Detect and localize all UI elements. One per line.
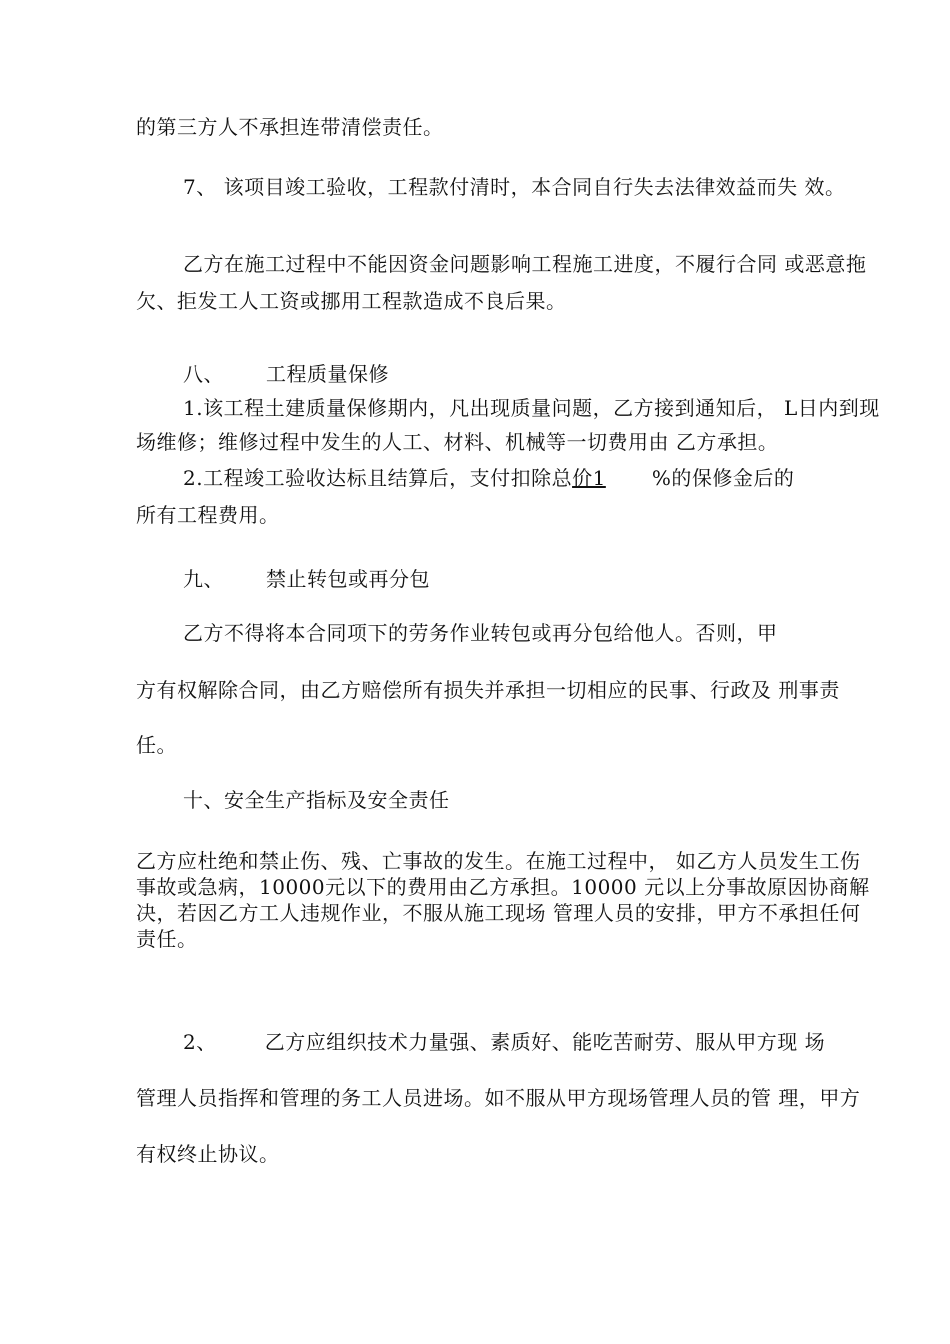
- paragraph-line: 责任。: [136, 927, 198, 951]
- clause-line: [183, 465, 794, 491]
- clause-text: 乙方应组织技术力量强、素质好、能吃苦耐劳、服从甲方现 场: [264, 1030, 826, 1054]
- paragraph-line: 乙方不得将本合同项下的劳务作业转包或再分包给他人。否则，甲: [183, 621, 778, 645]
- paragraph-line: 决，若因乙方工人违规作业，不服从施工现场 管理人员的安排，甲方不承担任何: [136, 901, 861, 925]
- clause-number: 2、: [183, 1030, 217, 1054]
- clause-line: 1.该工程土建质量保修期内，凡出现质量问题，乙方接到通知后， L日内到现: [183, 396, 880, 420]
- paragraph-line: 任。: [136, 733, 177, 757]
- paragraph-line: 管理人员指挥和管理的务工人员进场。如不服从甲方现场管理人员的管 理，甲方: [136, 1086, 861, 1110]
- section-heading-8: [183, 361, 389, 387]
- clause-text: %的保修金后的: [651, 466, 795, 490]
- section-title: 工程质量保修: [266, 362, 389, 386]
- underlined-value: 价1: [572, 466, 606, 490]
- paragraph-line: 乙方应杜绝和禁止伤、残、亡事故的发生。在施工过程中， 如乙方人员发生工伤: [136, 849, 861, 873]
- paragraph-line: 有权终止协议。: [136, 1142, 280, 1166]
- paragraph-line: 事故或急病，10000元以下的费用由乙方承担。10000 元以上分事故原因协商解: [136, 875, 870, 899]
- clause-2-line: [183, 1029, 825, 1055]
- clause-line: 所有工程费用。: [136, 503, 280, 527]
- clause-line: 场维修；维修过程中发生的人工、材料、机械等一切费用由 乙方承担。: [136, 430, 779, 454]
- paragraph-line: 的第三方人不承担连带清偿责任。: [136, 115, 444, 139]
- paragraph-line: 方有权解除合同，由乙方赔偿所有损失并承担一切相应的民事、行政及 刑事责: [136, 678, 840, 702]
- section-number: 九、: [183, 567, 224, 591]
- section-title: 禁止转包或再分包: [266, 567, 430, 591]
- section-heading-9: [183, 566, 430, 592]
- clause-7-line: 7、 该项目竣工验收，工程款付清时，本合同自行失去法律效益而失 效。: [183, 175, 846, 199]
- clause-text: 2.工程竣工验收达标且结算后，支付扣除总: [183, 466, 573, 490]
- section-number: 八、: [183, 362, 224, 386]
- paragraph-line: 乙方在施工过程中不能因资金问题影响工程施工进度，不履行合同 或恶意拖: [183, 252, 867, 276]
- paragraph-line: 欠、拒发工人工资或挪用工程款造成不良后果。: [136, 289, 567, 313]
- section-heading-10: 十、安全生产指标及安全责任: [183, 788, 450, 812]
